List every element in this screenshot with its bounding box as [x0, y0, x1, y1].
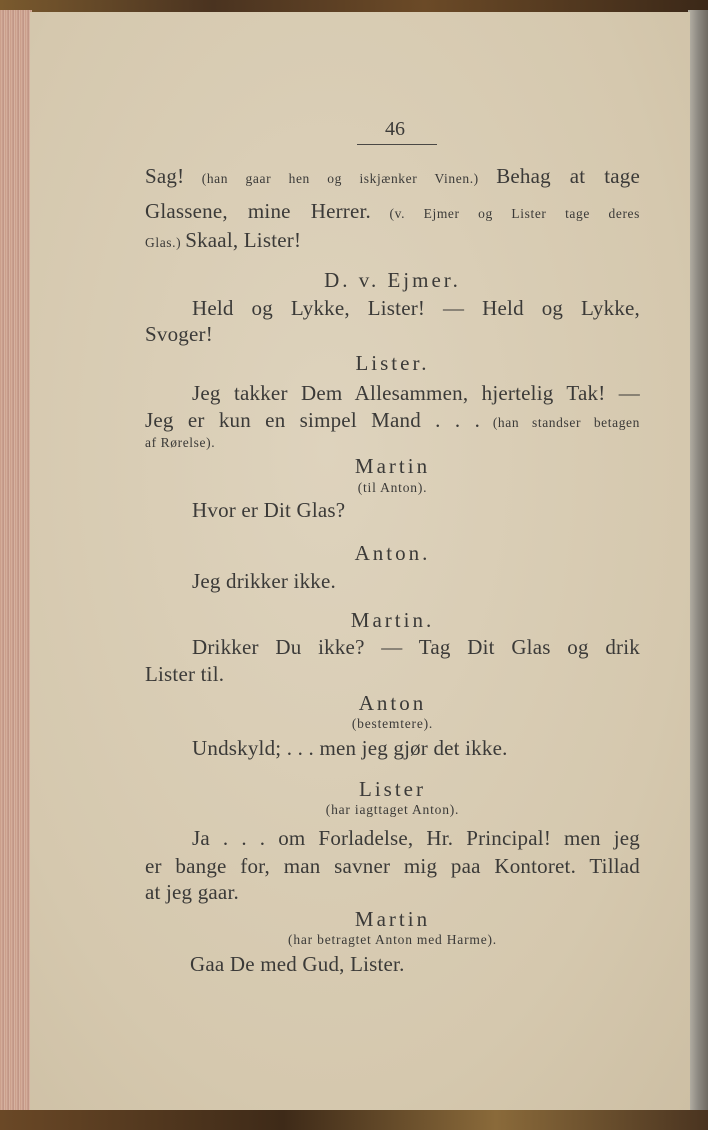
text-line: Hvor er Dit Glas?: [192, 498, 346, 522]
text-line: Jeg er kun en simpel Mand . . . (han standser betagen: [145, 408, 640, 432]
text-line: Svoger!: [145, 322, 213, 346]
page-stack-edge: [0, 10, 32, 1112]
text-line: Sag! (han gaar hen og iskjænker Vinen.) Behag at tage: [145, 164, 640, 188]
speaker-name: Lister: [359, 777, 426, 801]
stage-direction: (har betragtet Anton med Harme).: [288, 932, 497, 947]
text-line: er bange for, man savner mig paa Kontoret. Tillad: [145, 854, 640, 878]
stage-direction: (til Anton).: [357, 480, 428, 495]
speaker-name: Lister.: [355, 351, 430, 375]
page-number-rule: [357, 144, 437, 145]
book-page: [30, 12, 690, 1110]
text-line: Held og Lykke, Lister! — Held og Lykke,: [192, 296, 640, 320]
speaker-name: Anton: [358, 691, 427, 715]
speaker-name: Martin: [354, 454, 431, 478]
stage-direction: (bestemtere).: [351, 716, 434, 731]
speaker-name: Martin: [354, 907, 431, 931]
text-line: Jeg takker Dem Allesammen, hjertelig Tak! —: [192, 381, 640, 405]
text-line: Jeg drikker ikke.: [192, 569, 336, 593]
speaker-name: Martin.: [350, 608, 435, 632]
speaker-name: D. v. Ejmer.: [324, 268, 461, 292]
stage-direction: (har iagttaget Anton).: [325, 802, 460, 817]
text-line: at jeg gaar.: [145, 880, 239, 904]
text-line: Gaa De med Gud, Lister.: [190, 952, 405, 976]
text-line: Undskyld; . . . men jeg gjør det ikke.: [192, 736, 508, 760]
text-line: Drikker Du ikke? — Tag Dit Glas og drik: [192, 635, 640, 659]
text-line: Lister til.: [145, 662, 225, 686]
text-line: af Rørelse).: [145, 435, 216, 450]
book-bottom-edge: [0, 1110, 708, 1130]
page-number: 46: [385, 118, 405, 140]
speaker-name: Anton.: [354, 541, 431, 565]
book-right-edge: [688, 10, 708, 1112]
text-line: Ja . . . om Forladelse, Hr. Principal! men jeg: [192, 826, 640, 850]
text-line: Glas.) Skaal, Lister!: [145, 228, 302, 252]
text-line: Glassene, mine Herrer. (v. Ejmer og Lister tage deres: [145, 199, 640, 223]
